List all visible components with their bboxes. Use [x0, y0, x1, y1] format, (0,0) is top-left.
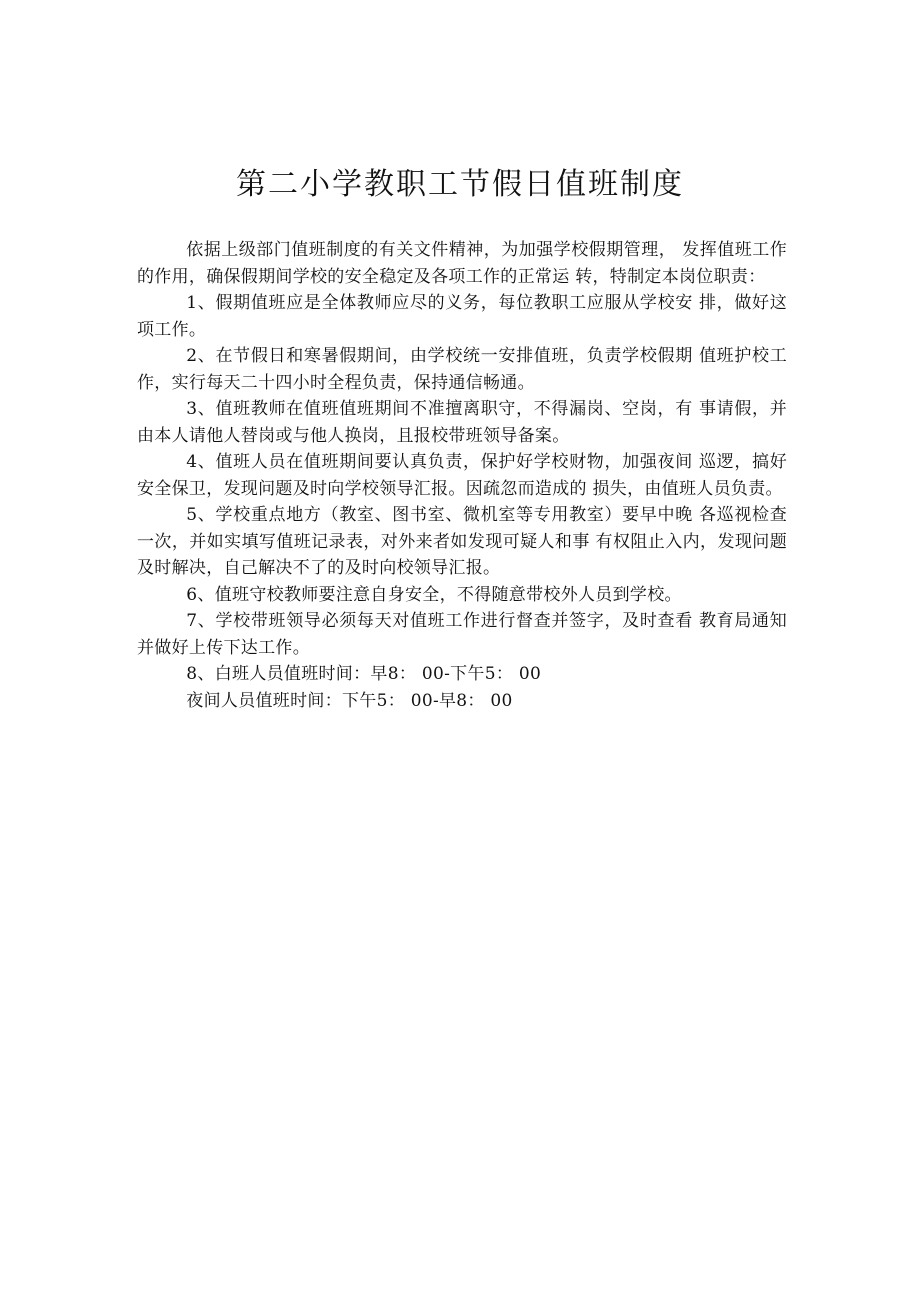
night-shift-paragraph: 夜间人员值班时间：下午5： 00-早8： 00 [186, 690, 513, 711]
document-title: 第二小学教职工节假日值班制度 [236, 167, 684, 202]
rule-1-paragraph: 1、假期值班应是全体教师应尽的义务，每位教职工应服从学校安 排，做好这项工作。 [137, 293, 787, 340]
rule-2-paragraph: 2、在节假日和寒暑假期间，由学校统一安排值班，负责学校假期 值班护校工作，实行每天二十四小时全程负责，保持通信畅通。 [137, 346, 787, 393]
rule-6-paragraph: 6、值班守校教师要注意自身安全，不得随意带校外人员到学校。 [186, 584, 682, 605]
rule-7-paragraph: 7、学校带班领导必须每天对值班工作进行督查并签字，及时查看 教育局通知并做好上传下达工作。 [137, 611, 787, 658]
rule-5-paragraph: 5、学校重点地方（教室、图书室、微机室等专用教室）要早中晚 各巡视检查一次，并如实填写值班记录表，对外来者如发现可疑人和事 有权阻止入内，发现问题及时解决，自己解决不了的及时向校领导汇报。 [137, 505, 787, 578]
rule-3-paragraph: 3、值班教师在值班值班期间不准擅离职守，不得漏岗、空岗，有 事请假，并由本人请他人替岗或与他人换岗，且报校带班领导备案。 [137, 399, 787, 446]
rule-4-paragraph: 4、值班人员在值班期间要认真负责，保护好学校财物，加强夜间 巡逻，搞好安全保卫，发现问题及时向学校领导汇报。因疏忽而造成的 损失，由值班人员负责。 [137, 452, 787, 499]
intro-paragraph: 依据上级部门值班制度的有关文件精神，为加强学校假期管理， 发挥值班工作的作用，确保假期间学校的安全稳定及各项工作的正常运 转，特制定本岗位职责： [137, 240, 787, 287]
rule-8-day-shift-paragraph: 8、白班人员值班时间：早8： 00-下午5： 00 [186, 664, 542, 684]
document-body [137, 237, 787, 714]
